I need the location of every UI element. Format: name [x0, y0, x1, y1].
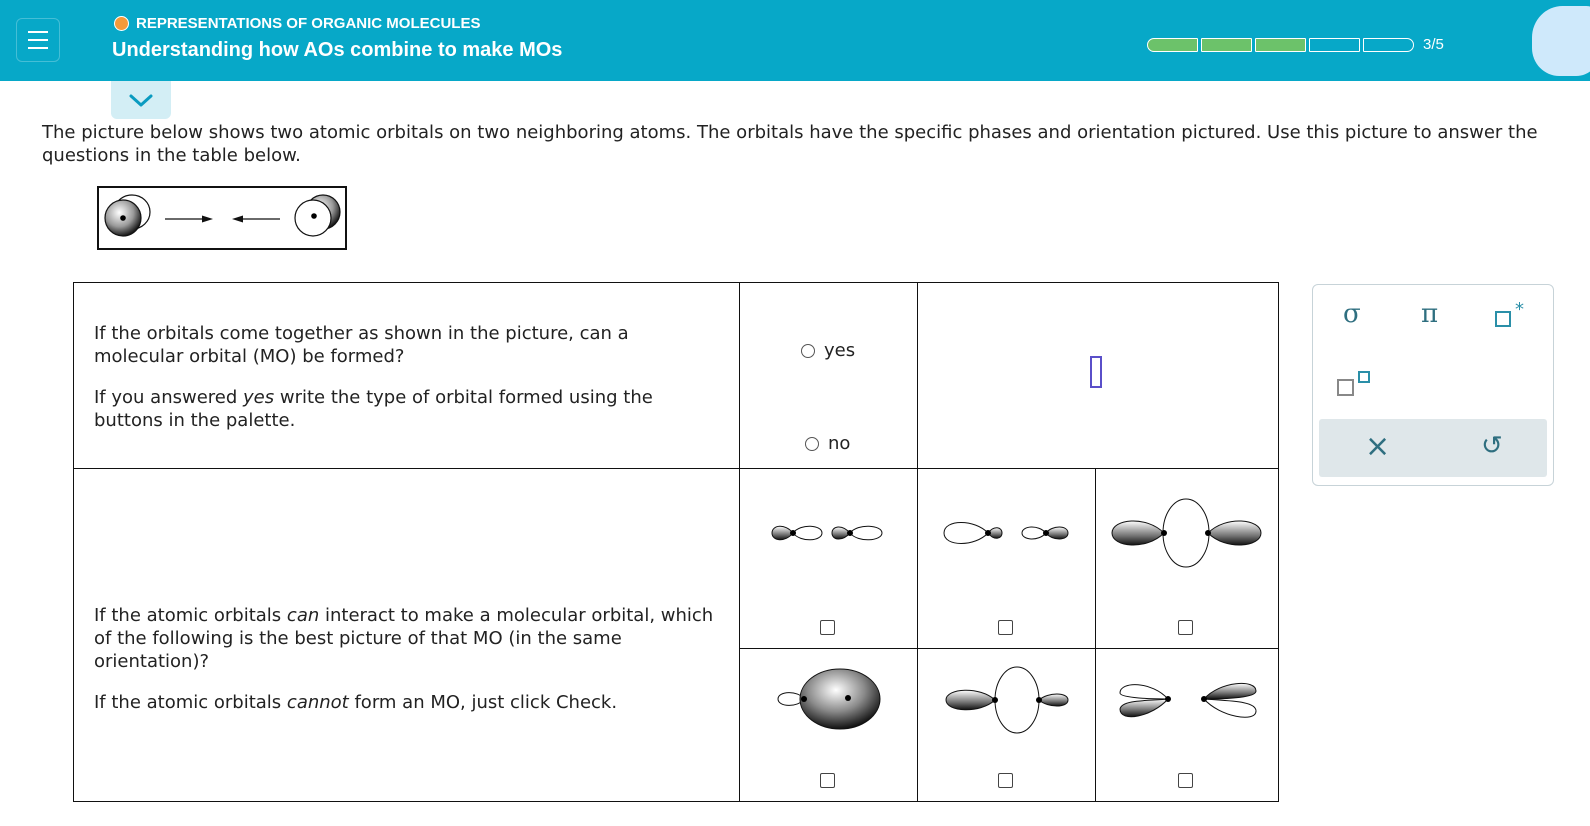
question1-cell: [74, 283, 740, 469]
topic-text: REPRESENTATIONS OF ORGANIC MOLECULES: [136, 15, 481, 32]
answer-palette: [1312, 284, 1554, 486]
mo-choice-5-checkbox[interactable]: [998, 773, 1013, 788]
progress-bar: [1147, 38, 1414, 52]
yes-radio[interactable]: [801, 344, 815, 358]
mo-choice-4-checkbox[interactable]: [820, 773, 835, 788]
mo-choice-6[interactable]: [1096, 649, 1279, 802]
answer-input-cell: [918, 283, 1279, 469]
mo-choice-6-checkbox[interactable]: [1178, 773, 1193, 788]
orbital-picture: [97, 186, 347, 250]
progress-segment: [1201, 38, 1252, 52]
mo-choice-5[interactable]: [918, 649, 1096, 802]
question1-text: If the orbitals come together as shown in the picture, can a molecular orbital (MO) be formed?: [94, 323, 629, 367]
progress-segment: [1309, 38, 1360, 52]
superscript-button[interactable]: [1337, 369, 1377, 401]
asterisk-label: *: [1515, 299, 1524, 320]
pi-button[interactable]: π: [1421, 299, 1439, 329]
base-box-icon: [1337, 379, 1354, 396]
status-dot-icon: [114, 16, 129, 31]
box-icon: [1495, 311, 1511, 327]
star-superscript-button[interactable]: [1495, 299, 1525, 331]
question2-cell: [74, 469, 740, 802]
avatar[interactable]: [1532, 6, 1590, 76]
mo-choice-3-checkbox[interactable]: [1178, 620, 1193, 635]
clear-icon[interactable]: ×: [1365, 429, 1391, 464]
mo-choice-1-checkbox[interactable]: [820, 620, 835, 635]
yes-option[interactable]: [801, 340, 855, 361]
orbital-type-input[interactable]: [1090, 356, 1102, 388]
intro-text: The picture below shows two atomic orbitals on two neighboring atoms. The orbitals have the specific phases and orientation pictured. Use this picture to answer the questions in the table below.: [42, 122, 1538, 166]
mo-choice-3[interactable]: [1096, 469, 1279, 649]
mo-choice-1[interactable]: [740, 469, 918, 649]
collapse-toggle[interactable]: [111, 81, 171, 119]
superscript-box-icon: [1358, 371, 1370, 383]
undo-icon[interactable]: ↺: [1481, 431, 1503, 461]
menu-icon[interactable]: [16, 18, 60, 62]
mo-choice-4[interactable]: [740, 649, 918, 802]
page-title: Understanding how AOs combine to make MOs: [112, 39, 563, 61]
question2-instruction: If the atomic orbitals cannot form an MO, just click Check.: [94, 692, 618, 713]
no-option[interactable]: [805, 433, 850, 454]
progress-segment: [1363, 38, 1414, 52]
question2-text: If the atomic orbitals can interact to make a molecular orbital, which of the following is the best picture of that MO (in the same orientation)?: [94, 605, 714, 672]
topic-label: [114, 15, 480, 32]
progress-segment: [1255, 38, 1306, 52]
progress-count: 3/5: [1423, 36, 1444, 53]
mo-choice-2[interactable]: [918, 469, 1096, 649]
palette-action-bar: [1319, 419, 1547, 477]
no-radio[interactable]: [805, 437, 819, 451]
question1-instruction: If you answered yes write the type of orbital formed using the buttons in the palette.: [94, 387, 653, 431]
sigma-button[interactable]: σ: [1343, 299, 1361, 329]
answer-radio-cell: [740, 283, 918, 469]
mo-choice-2-checkbox[interactable]: [998, 620, 1013, 635]
progress-segment: [1147, 38, 1198, 52]
question-table: [73, 282, 1279, 802]
chevron-down-icon: [111, 81, 171, 119]
top-bar: [0, 0, 1590, 81]
no-label: no: [828, 433, 851, 454]
yes-label: yes: [824, 340, 856, 361]
